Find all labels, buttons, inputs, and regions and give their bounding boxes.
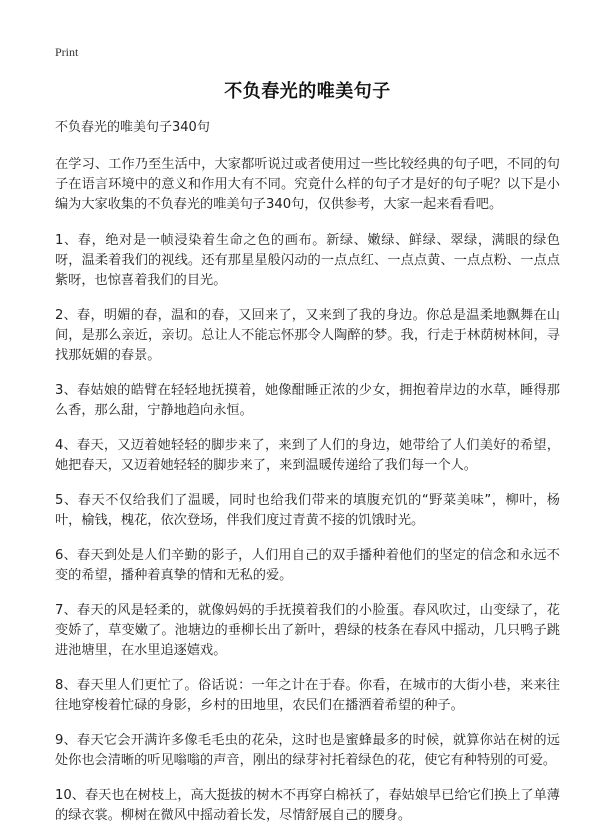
sentence-item-10: 10、春天也在树枝上，高大挺拔的树木不再穿白棉袄了，春姑娘早已给它们换上了单薄的绿衣裳。柳树在微风中摇动着长发，尽情舒展自己的腰身。 (55, 788, 560, 823)
print-link[interactable]: Print (55, 45, 79, 59)
article-subtitle: 不负春光的唯美句子340句 (55, 120, 210, 135)
sentence-item-4: 4、春天，又迈着她轻轻的脚步来了，来到了人们的身边，她带给了人们美好的希望，她把春天，又迈着她轻轻的脚步来了，来到温暖传递给了我们每一个人。 (55, 438, 560, 473)
sentence-item-9: 9、春天它会开满许多像毛毛虫的花朵，这时也是蜜蜂最多的时候，就算你站在树的远处你也会清晰的听见嗡嗡的声音，刚出的绿芽衬托着绿色的花，使它有种特别的可爱。 (55, 733, 560, 768)
sentence-item-2: 2、春，明媚的春，温和的春，又回来了，又来到了我的身边。你总是温柔地飘舞在山间，是那么亲近，亲切。总让人不能忘怀那令人陶醉的梦。我，行走于林荫树林间，寻找那妩媚的春景。 (55, 308, 560, 363)
sentence-item-3: 3、春姑娘的皓臂在轻轻地抚摸着，她像酣睡正浓的少女，拥抱着岸边的水草，睡得那么香，那么甜，宁静地趋向永恒。 (55, 383, 560, 418)
sentence-item-6: 6、春天到处是人们辛勤的影子，人们用自己的双手播种着他们的坚定的信念和永远不变的希望，播种着真挚的情和无私的爱。 (55, 548, 560, 583)
page-title: 不负春光的唯美句子 (224, 81, 391, 102)
sentence-item-8: 8、春天里人们更忙了。俗话说：一年之计在于春。你看，在城市的大街小巷，来来往往地穿梭着忙碌的身影，乡村的田地里，农民们在播洒着希望的种子。 (55, 678, 560, 713)
sentence-item-7: 7、春天的风是轻柔的，就像妈妈的手抚摸着我们的小脸蛋。春风吹过，山变绿了，花变娇了，草变嫩了。池塘边的垂柳长出了新叶，碧绿的枝条在春风中摇动，几只鸭子跳进池塘里，在水里追逐嬉戏。 (55, 603, 560, 658)
intro-paragraph: 在学习、工作乃至生活中，大家都听说过或者使用过一些比较经典的句子吧，不同的句子在语言环境中的意义和作用大有不同。究竟什么样的句子才是好的句子呢？以下是小编为大家收集的不负春光的唯美句子340句，仅供参考，大家一起来看看吧。 (55, 157, 560, 212)
sentence-item-5: 5、春天不仅给我们了温暖，同时也给我们带来的填腹充饥的“野菜美味”，柳叶，杨叶，榆钱，槐花，依次登场，伴我们度过青黄不接的饥饿时光。 (55, 493, 560, 528)
sentence-item-1: 1、春，绝对是一帧浸染着生命之色的画布。新绿、嫩绿、鲜绿、翠绿，满眼的绿色呀，温柔着我们的视线。还有那星星般闪动的一点点红、一点点黄、一点点粉、一点点紫呀，也惊喜着我们的目光。 (55, 233, 560, 288)
